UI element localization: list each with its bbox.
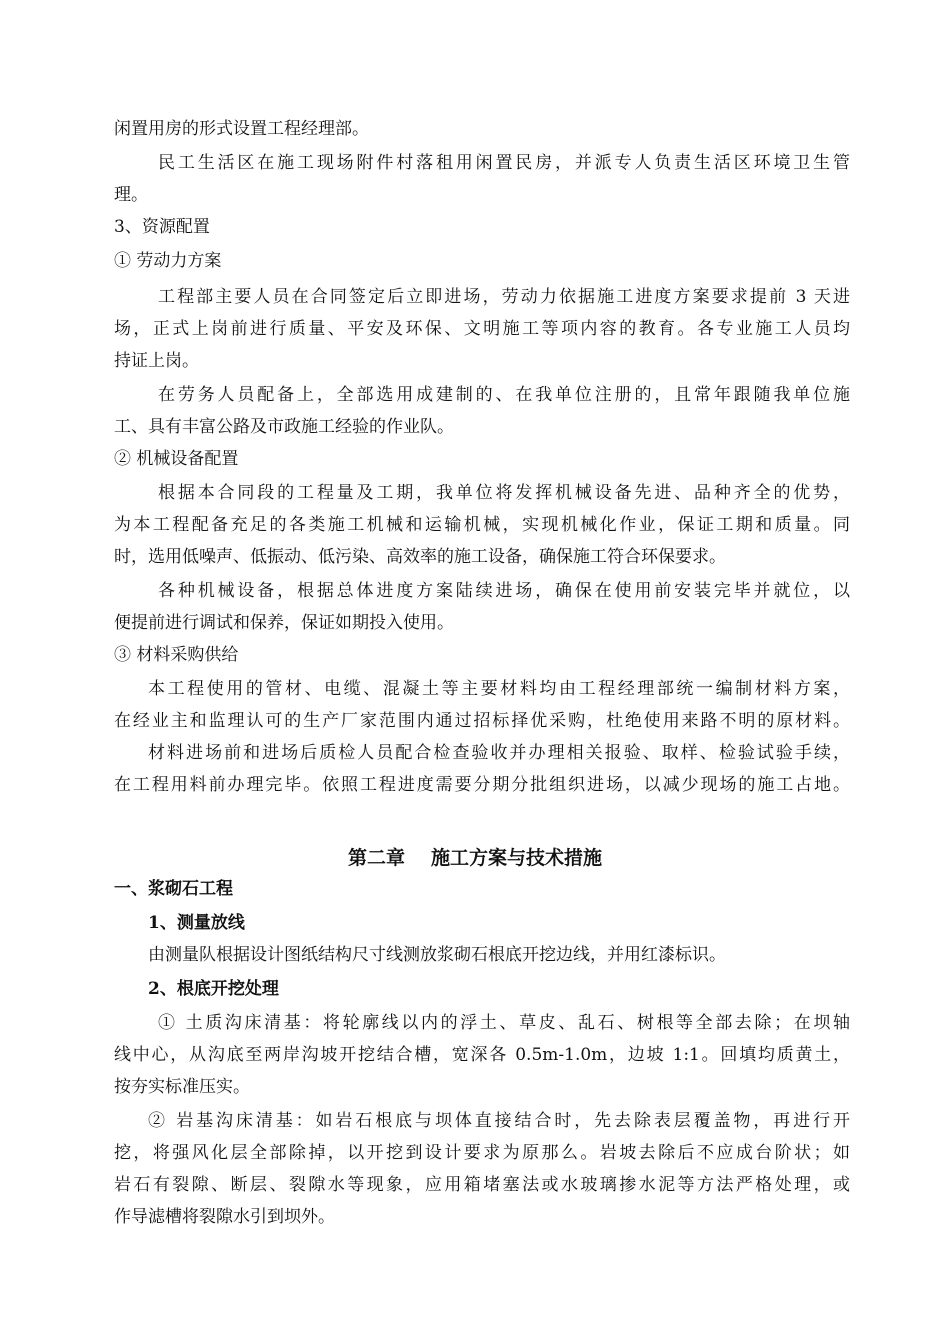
chapter-number: 第二章 bbox=[347, 847, 405, 869]
paragraph-line: 由测量队根据设计图纸结构尺寸线测放浆砌石根底开挖边线，并用红漆标识。 bbox=[148, 945, 726, 965]
subheading-labor: ① 劳动力方案 bbox=[114, 251, 222, 271]
paragraph-line: 理。 bbox=[114, 185, 148, 205]
paragraph-line: 闲置用房的形式设置工程经理部。 bbox=[114, 119, 369, 139]
paragraph-line: 线中心，从沟底至两岸沟坡开挖结合槽，宽深各 0.5m-1.0m，边坡 1:1。回填均质黄土， bbox=[114, 1045, 850, 1065]
paragraph-line: 在经业主和监理认可的生产厂家范围内通过招标择优采购，杜绝使用来路不明的原材料。 bbox=[114, 711, 850, 731]
paragraph-line: 工程部主要人员在合同签定后立即进场，劳动力依据施工进度方案要求提前 3 天进 bbox=[158, 287, 850, 307]
section-heading-masonry: 一、浆砌石工程 bbox=[114, 879, 233, 899]
paragraph-line: 便提前进行调试和保养，保证如期投入使用。 bbox=[114, 613, 454, 633]
paragraph-line: 民工生活区在施工现场附件村落租用闲置民房，并派专人负责生活区环境卫生管 bbox=[158, 153, 850, 173]
paragraph-line: 场，正式上岗前进行质量、平安及环保、文明施工等项内容的教育。各专业施工人员均 bbox=[114, 319, 850, 339]
paragraph-line: 时，选用低噪声、低振动、低污染、高效率的施工设备，确保施工符合环保要求。 bbox=[114, 547, 726, 567]
subsection-heading-survey: 1、测量放线 bbox=[148, 913, 245, 933]
chapter-title bbox=[0, 846, 950, 870]
paragraph-line: 在劳务人员配备上，全部选用成建制的、在我单位注册的，且常年跟随我单位施 bbox=[158, 385, 850, 405]
paragraph-line: 按夯实标准压实。 bbox=[114, 1077, 250, 1097]
paragraph-line: ② 岩基沟床清基：如岩石根底与坝体直接结合时，先去除表层覆盖物，再进行开 bbox=[148, 1111, 850, 1131]
paragraph-line: 持证上岗。 bbox=[114, 351, 199, 371]
paragraph-line: 在工程用料前办理完毕。依照工程进度需要分期分批组织进场，以减少现场的施工占地。 bbox=[114, 775, 850, 795]
section-heading-resource: 3、资源配置 bbox=[114, 217, 210, 237]
paragraph-line: 各种机械设备，根据总体进度方案陆续进场，确保在使用前安装完毕并就位，以 bbox=[158, 581, 850, 601]
subheading-material: ③ 材料采购供给 bbox=[114, 645, 239, 665]
paragraph-line: 本工程使用的管材、电缆、混凝土等主要材料均由工程经理部统一编制材料方案， bbox=[148, 679, 850, 699]
subheading-machinery: ② 机械设备配置 bbox=[114, 449, 239, 469]
chapter-name: 施工方案与技术措施 bbox=[431, 847, 603, 869]
paragraph-line: 挖，将强风化层全部除掉，以开挖到设计要求为原那么。岩坡去除后不应成台阶状；如 bbox=[114, 1143, 850, 1163]
paragraph-line: ① 土质沟床清基：将轮廓线以内的浮土、草皮、乱石、树根等全部去除；在坝轴 bbox=[158, 1013, 850, 1033]
paragraph-line: 作导滤槽将裂隙水引到坝外。 bbox=[114, 1207, 335, 1227]
paragraph-line: 材料进场前和进场后质检人员配合检查验收并办理相关报验、取样、检验试验手续， bbox=[148, 743, 850, 763]
paragraph-line: 为本工程配备充足的各类施工机械和运输机械，实现机械化作业，保证工期和质量。同 bbox=[114, 515, 850, 535]
paragraph-line: 岩石有裂隙、断层、裂隙水等现象，应用箱堵塞法或水玻璃掺水泥等方法严格处理，或 bbox=[114, 1175, 850, 1195]
paragraph-line: 工、具有丰富公路及市政施工经验的作业队。 bbox=[114, 417, 454, 437]
subsection-heading-foundation: 2、根底开挖处理 bbox=[148, 979, 279, 999]
paragraph-line: 根据本合同段的工程量及工期，我单位将发挥机械设备先进、品种齐全的优势， bbox=[158, 483, 850, 503]
